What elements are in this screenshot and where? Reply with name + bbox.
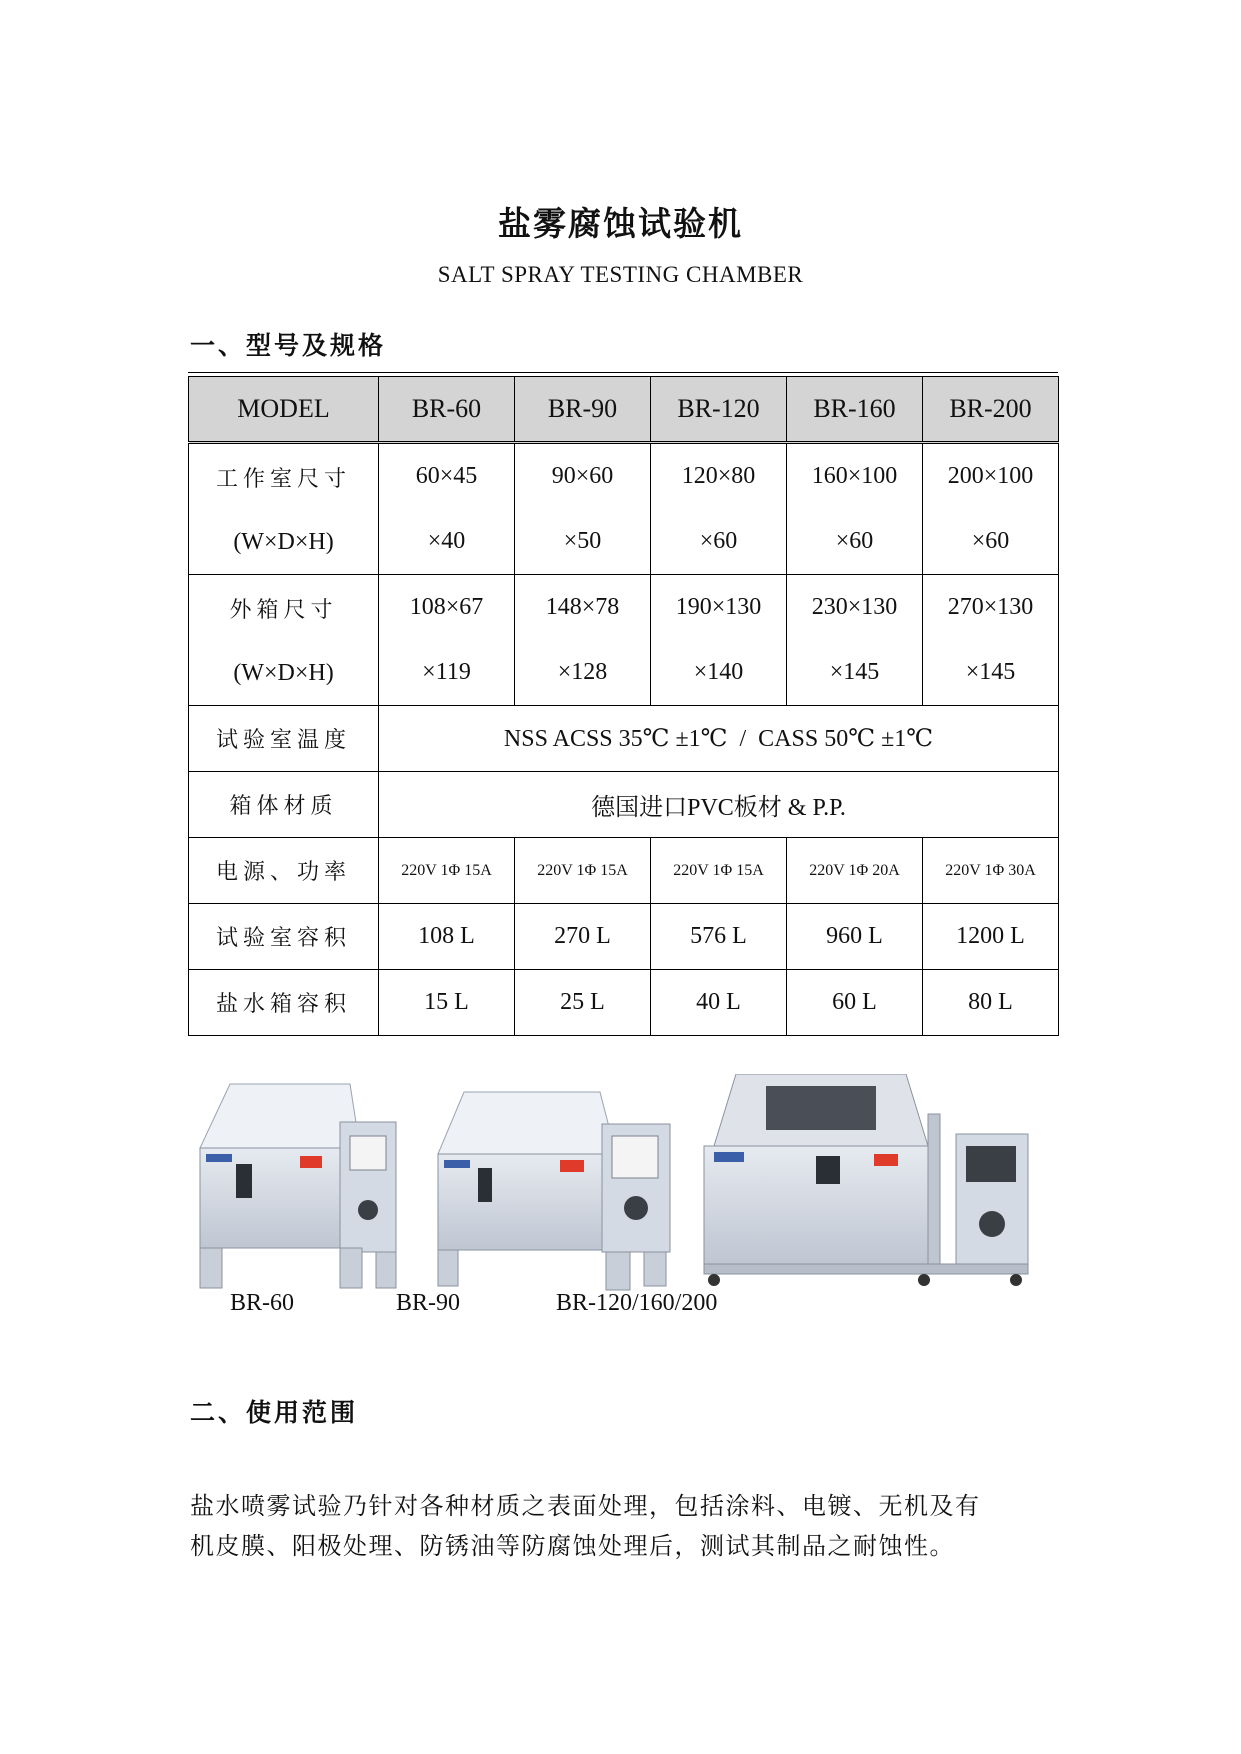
table-row-work-size [189, 443, 1059, 575]
row-label: 试验室容积 [189, 904, 379, 970]
table-cell: 40 L [651, 970, 787, 1036]
table-cell: 220V 1Φ 30A [923, 838, 1059, 904]
cell-line: ×60 [699, 528, 738, 554]
table-row-outer-size [189, 575, 1059, 706]
cell-line: ×60 [971, 528, 1010, 554]
table-cell: 1200 L [923, 904, 1059, 970]
header-cell: BR-160 [787, 377, 923, 443]
header-cell: BR-90 [515, 377, 651, 443]
table-cell: 25 L [515, 970, 651, 1036]
page-subtitle: SALT SPRAY TESTING CHAMBER [437, 262, 804, 287]
row-label: 箱体材质 [189, 772, 379, 838]
table-row-power [189, 838, 1059, 904]
table-header-row [189, 377, 1059, 443]
caption-br-120-160-200: BR-120/160/200 [556, 1290, 718, 1316]
cell-line: 160×100 [811, 463, 898, 489]
table-cell: 60 L [787, 970, 923, 1036]
br-60-machine-image [190, 1070, 410, 1290]
cell-line: ×119 [422, 659, 471, 685]
header-cell: BR-120 [651, 377, 787, 443]
cell-line: 60×45 [415, 463, 478, 489]
table-row-chamber-volume [189, 904, 1059, 970]
table-row-temperature [189, 706, 1059, 772]
cell-line: ×50 [563, 528, 602, 554]
table-cell [787, 575, 923, 706]
row-label-line: 工作室尺寸 [215, 467, 351, 492]
br-90-machine-image [430, 1076, 680, 1296]
table-row-brine-volume [189, 970, 1059, 1036]
table-cell: 15 L [379, 970, 515, 1036]
product-photos [0, 1070, 1241, 1300]
table-cell [379, 575, 515, 706]
paragraph-line: 盐水喷雾试验乃针对各种材质之表面处理，包括涂料、电镀、无机及有 [190, 1492, 981, 1520]
cell-line: 190×130 [675, 594, 762, 620]
caption-br-60: BR-60 [230, 1290, 295, 1316]
cell-line: ×140 [693, 659, 744, 685]
header-cell: MODEL [189, 377, 379, 443]
table-cell [515, 575, 651, 706]
cell-line: ×40 [427, 528, 466, 554]
scope-paragraph [190, 1486, 1070, 1566]
row-label-line: (W×D×H) [233, 660, 334, 686]
row-label: 盐水箱容积 [189, 970, 379, 1036]
cell-line: ×145 [965, 659, 1016, 685]
cell-line: ×145 [829, 659, 880, 685]
row-label-line: 外箱尺寸 [229, 598, 338, 623]
row-label: 试验室温度 [189, 706, 379, 772]
section-heading-scope: 二、使用范围 [190, 1398, 359, 1427]
cell-line: ×60 [835, 528, 874, 554]
cell-line: 90×60 [551, 463, 614, 489]
table-cell-merged: 德国进口PVC板材 & P.P. [379, 772, 1059, 838]
table-cell [515, 443, 651, 575]
header-cell: BR-60 [379, 377, 515, 443]
table-cell: 960 L [787, 904, 923, 970]
cell-line: 148×78 [545, 594, 620, 620]
row-label [189, 443, 379, 575]
table-cell: 220V 1Φ 15A [379, 838, 515, 904]
cell-line: 200×100 [947, 463, 1034, 489]
row-label: 电源、功率 [189, 838, 379, 904]
table-cell [923, 443, 1059, 575]
br-120-160-200-machine-image [696, 1074, 1036, 1294]
table-cell: 108 L [379, 904, 515, 970]
spec-table [188, 376, 1059, 1036]
table-cell: 220V 1Φ 15A [515, 838, 651, 904]
cell-line: 108×67 [409, 594, 484, 620]
table-cell [651, 575, 787, 706]
table-cell [787, 443, 923, 575]
header-cell: BR-200 [923, 377, 1059, 443]
spec-table-container [188, 372, 1058, 1036]
cell-line: ×128 [557, 659, 608, 685]
row-label [189, 575, 379, 706]
cell-line: 230×130 [811, 594, 898, 620]
row-label-line: (W×D×H) [233, 529, 334, 555]
caption-br-90: BR-90 [396, 1290, 461, 1316]
table-cell: 220V 1Φ 20A [787, 838, 923, 904]
section-heading-specs: 一、型号及规格 [190, 331, 387, 360]
table-cell: 576 L [651, 904, 787, 970]
paragraph-line: 机皮膜、阳极处理、防锈油等防腐蚀处理后，测试其制品之耐蚀性。 [190, 1532, 955, 1560]
table-cell [923, 575, 1059, 706]
table-row-material [189, 772, 1059, 838]
table-cell: 80 L [923, 970, 1059, 1036]
table-cell: 270 L [515, 904, 651, 970]
table-cell [651, 443, 787, 575]
page-title: 盐雾腐蚀试验机 [498, 204, 743, 243]
cell-line: 270×130 [947, 594, 1034, 620]
table-cell: 220V 1Φ 15A [651, 838, 787, 904]
cell-line: 120×80 [681, 463, 756, 489]
table-cell-merged: NSS ACSS 35℃ ±1℃ / CASS 50℃ ±1℃ [379, 706, 1059, 772]
table-cell [379, 443, 515, 575]
